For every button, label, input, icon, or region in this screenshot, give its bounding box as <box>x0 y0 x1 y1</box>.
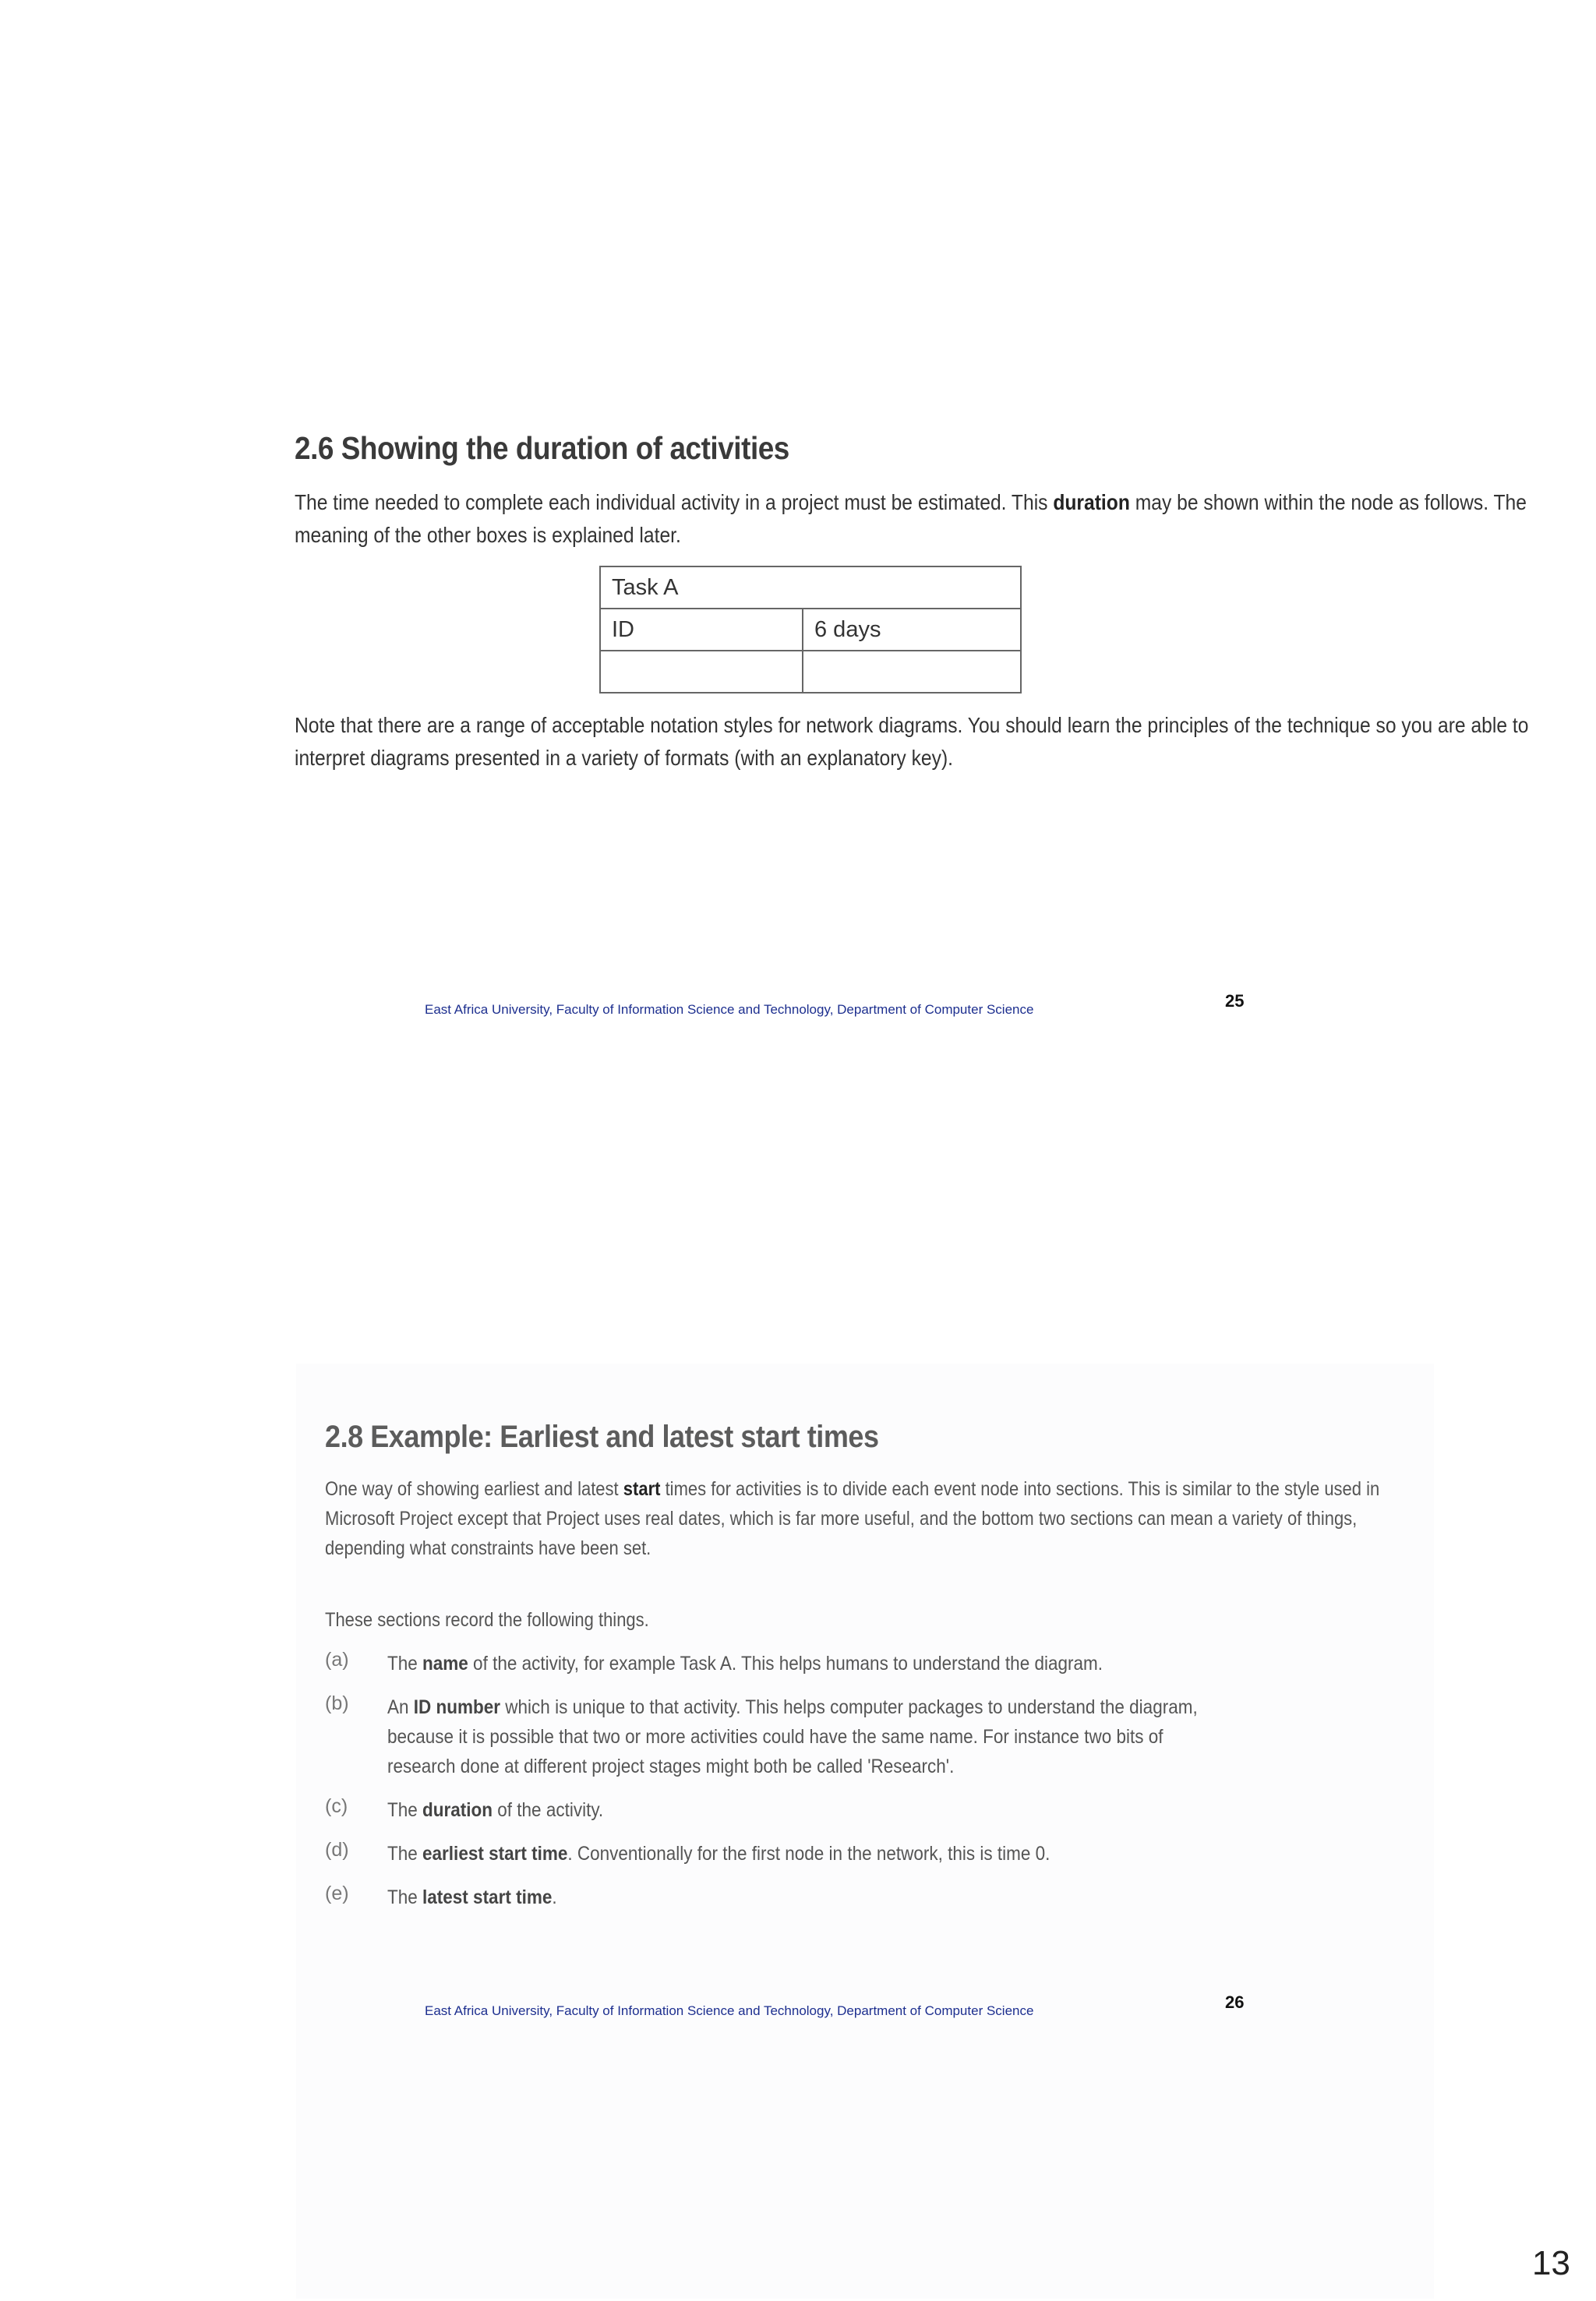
activity-node-table <box>599 566 1022 693</box>
list-text-part: . Conventionally for the first node in the network, this is time 0. <box>567 1843 1050 1865</box>
list-label: (a) <box>325 1649 349 1671</box>
bold-term: ID number <box>413 1696 501 1718</box>
bold-term: name <box>422 1653 468 1675</box>
bold-term: start <box>623 1478 661 1500</box>
list-text-part: The <box>387 1843 423 1865</box>
list-text <box>387 1839 1159 1869</box>
paragraph-intro <box>325 1474 1436 1563</box>
list-label: (b) <box>325 1692 349 1714</box>
bold-term: duration <box>422 1799 493 1821</box>
list-text-part: of the activity, for example Task A. This helps humans to understand the diagram. <box>468 1653 1103 1675</box>
paragraph-text: times for activities is to divide each event node into sections. This is similar to the style used in Microsoft Project except that Project uses real dates, which is far more useful, and the bottom two sections can mean a variety of things, depending what constraints have been set. <box>325 1478 1380 1559</box>
list-text <box>387 1692 1222 1781</box>
bold-term: duration <box>1053 490 1130 514</box>
list-text-part: An <box>387 1696 414 1718</box>
list-label: (c) <box>325 1795 348 1817</box>
page-number: 25 <box>1225 991 1245 1011</box>
list-text <box>387 1795 1159 1825</box>
list-label: (e) <box>325 1883 349 1904</box>
list-text <box>387 1649 1159 1678</box>
node-id-cell: ID <box>600 609 803 651</box>
section-heading: 2.8 Example: Earliest and latest start times <box>325 1420 879 1454</box>
paragraph-text: may be shown within the node as follows. The meaning of the other boxes is explained later. <box>295 490 1527 547</box>
node-task-name: Task A <box>600 566 1021 609</box>
list-text-part: The <box>387 1886 423 1908</box>
paragraph-lead: These sections record the following things. <box>325 1609 649 1631</box>
node-duration-cell: 6 days <box>803 609 1021 651</box>
list-label: (d) <box>325 1839 349 1861</box>
paragraph-duration <box>295 486 1591 552</box>
page-footer: East Africa University, Faculty of Information Science and Technology, Department of Computer Science <box>425 2003 1034 2018</box>
sections-list <box>325 1649 1338 1914</box>
page-number: 26 <box>1225 1992 1245 2012</box>
node-empty-cell <box>803 651 1021 693</box>
paragraph-text: The time needed to complete each individual activity in a project must be estimated. This <box>295 490 1054 514</box>
slide-number: 13 <box>1532 2244 1570 2282</box>
paragraph-notation: Note that there are a range of acceptable notation styles for network diagrams. You should learn the principles of the technique so you are able to interpret diagrams presented in a variety of formats (with an explanatory key). <box>295 713 1529 770</box>
page-footer: East Africa University, Faculty of Information Science and Technology, Department of Computer Science <box>425 1002 1034 1017</box>
paragraph-text: One way of showing earliest and latest <box>325 1478 623 1500</box>
list-text <box>387 1883 1159 1912</box>
bold-term: earliest start time <box>422 1843 568 1865</box>
list-text-part: The <box>387 1799 423 1821</box>
list-text-part: The <box>387 1653 423 1675</box>
list-text-part: which is unique to that activity. This helps computer packages to understand the diagram, because it is possible that two or more activities could have the same name. For instance two bits of research done at different project stages might both be called 'Research'. <box>387 1696 1198 1777</box>
list-text-part: . <box>552 1886 557 1908</box>
list-text-part: of the activity. <box>493 1799 604 1821</box>
node-empty-cell <box>600 651 803 693</box>
bold-term: latest start time <box>422 1886 553 1908</box>
section-heading: 2.6 Showing the duration of activities <box>295 430 789 466</box>
